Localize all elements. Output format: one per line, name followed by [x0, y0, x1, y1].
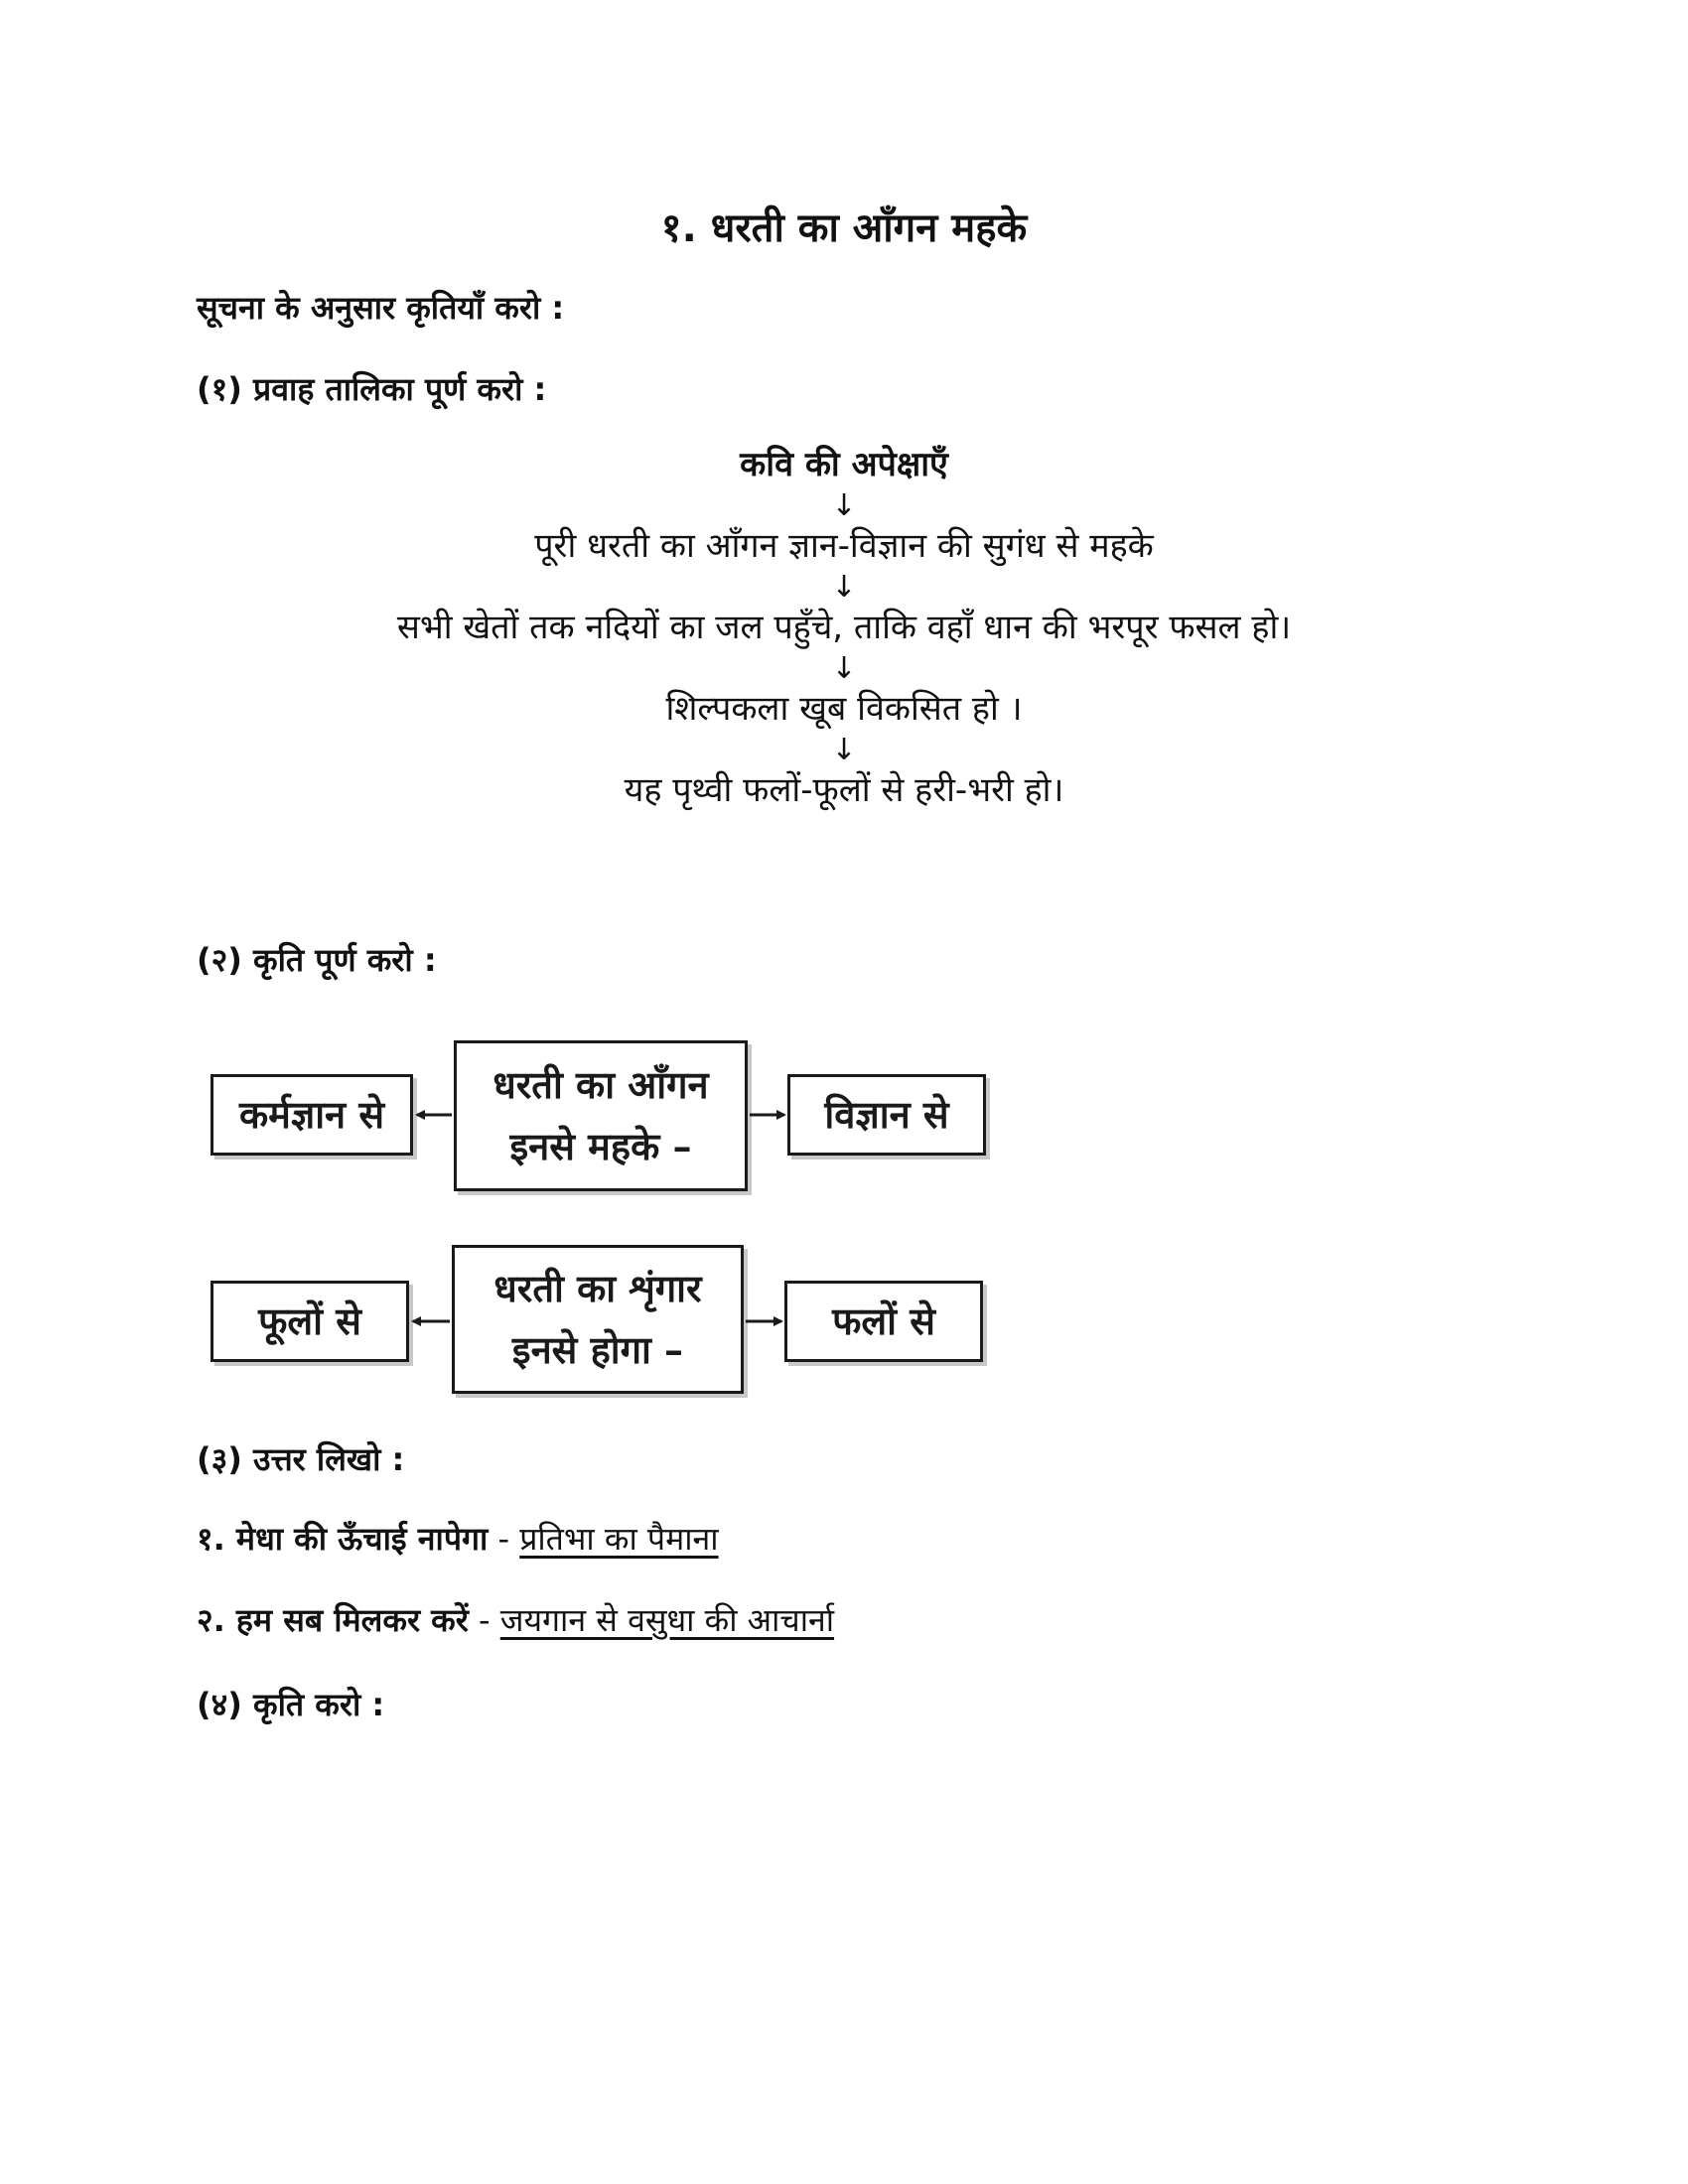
- separator: -: [488, 1520, 520, 1558]
- question-text: २. हम सब मिलकर करें: [197, 1601, 469, 1639]
- down-arrow-icon: ↓: [831, 488, 857, 523]
- answer-text: प्रतिभा का पैमाना: [519, 1520, 719, 1558]
- section2-heading: (२) कृति पूर्ण करो :: [197, 941, 437, 979]
- instruction-text: सूचना के अनुसार कृतियाँ करो :: [197, 289, 565, 327]
- answer-item: [197, 1517, 719, 1560]
- section3-heading: (३) उत्तर लिखो :: [197, 1440, 405, 1478]
- flow-step: शिल्पकला खूब विकसित हो ।: [665, 689, 1023, 729]
- diagram1-center-label: धरती का आँगन इनसे महके –: [492, 1062, 709, 1168]
- down-arrow-icon: ↓: [831, 651, 857, 686]
- flow-step: पूरी धरती का आँगन ज्ञान-विज्ञान की सुगंध से महके: [534, 526, 1154, 566]
- answer-text: जयगान से वसुधा की आचार्ना: [499, 1601, 835, 1639]
- section4-heading: (४) कृति करो :: [197, 1686, 385, 1723]
- flow-step: सभी खेतों तक नदियों का जल पहुँचे, ताकि वहाँ धान की भरपूर फसल हो।: [396, 608, 1292, 647]
- diagram2-right-label: फलों से: [832, 1298, 935, 1343]
- flow-title: कवि की अपेक्षाएँ: [740, 445, 948, 484]
- down-arrow-icon: ↓: [831, 733, 857, 767]
- diagram1-left-label: कर्मज्ञान से: [238, 1092, 385, 1137]
- diagram2-left-label: फूलों से: [258, 1298, 361, 1343]
- page-title: १. धरती का आँगन महके: [660, 205, 1028, 251]
- diagram2-center-label: धरती का शृंगार इनसे होगा –: [493, 1266, 702, 1372]
- section1-heading: (१) प्रवाह तालिका पूर्ण करो :: [197, 370, 547, 408]
- answer-item: [197, 1598, 834, 1641]
- down-arrow-icon: ↓: [831, 570, 857, 605]
- question-text: १. मेधा की ऊँचाई नापेगा: [197, 1520, 489, 1558]
- diagram1-right-label: विज्ञान से: [824, 1092, 949, 1137]
- separator: -: [468, 1601, 500, 1639]
- flow-step: यह पृथ्वी फलों-फूलों से हरी-भरी हो।: [624, 770, 1064, 810]
